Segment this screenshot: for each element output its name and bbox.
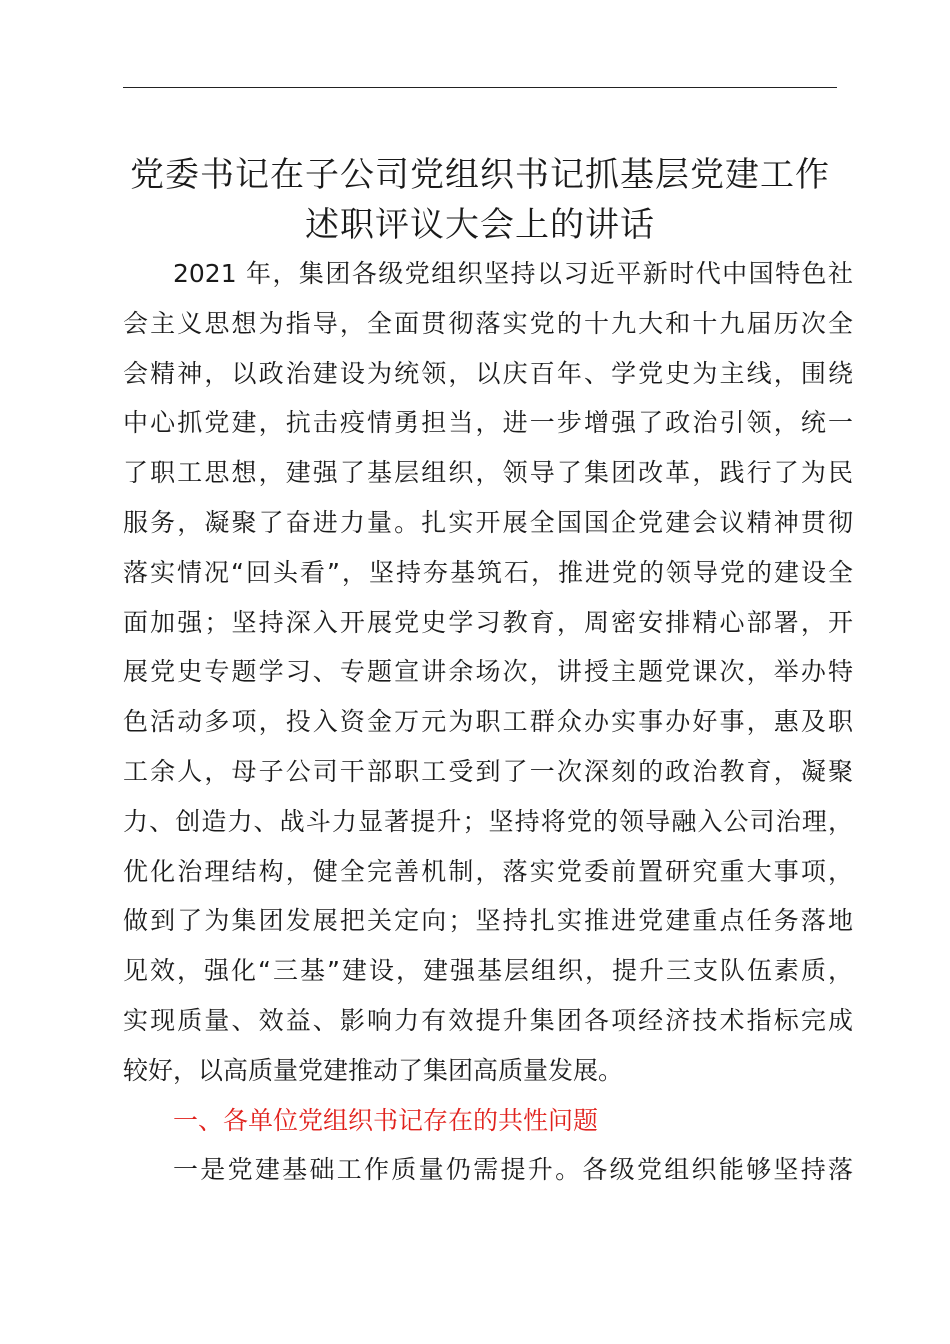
text-line: 实现质量、效益、影响力有效提升集团各项经济技术指标完成 bbox=[123, 1005, 853, 1035]
text-line: 见效，强化“三基”建设，建强基层组织，提升三支队伍素质， bbox=[123, 956, 853, 986]
paragraph-1 bbox=[123, 249, 853, 1096]
text-line: 展党史专题学习、专题宣讲余场次，讲授主题党课次，举办特 bbox=[123, 657, 853, 687]
header-rule bbox=[123, 87, 837, 88]
title-line: 党委书记在子公司党组织书记抓基层党建工作 bbox=[130, 155, 830, 195]
text-line: 面加强；坚持深入开展党史学习教育，周密安排精心部署，开 bbox=[123, 607, 853, 637]
text-line: 2021 年，集团各级党组织坚持以习近平新时代中国特色社 bbox=[173, 259, 853, 288]
text-line: 工余人，母子公司干部职工受到了一次深刻的政治教育，凝聚 bbox=[123, 756, 853, 786]
text-line: 做到了为集团发展把关定向；坚持扎实推进党建重点任务落地 bbox=[123, 906, 853, 936]
text-line: 中心抓党建，抗击疫情勇担当，进一步增强了政治引领，统一 bbox=[123, 408, 853, 438]
text-line: 力、创造力、战斗力显著提升；坚持将党的领导融入公司治理， bbox=[123, 806, 853, 836]
text-line: 落实情况“回头看”，坚持夯基筑石，推进党的领导党的建设全 bbox=[123, 557, 853, 587]
section-heading: 一、各单位党组织书记存在的共性问题 bbox=[173, 1105, 599, 1135]
text-line: 服务，凝聚了奋进力量。扎实开展全国国企党建会议精神贯彻 bbox=[123, 507, 853, 537]
title-line: 述职评议大会上的讲话 bbox=[305, 205, 655, 245]
text-line: 色活动多项，投入资金万元为职工群众办实事办好事，惠及职 bbox=[123, 707, 853, 737]
document-body bbox=[123, 249, 853, 1195]
document-title bbox=[100, 150, 860, 250]
text-line: 了职工思想，建强了基层组织，领导了集团改革，践行了为民 bbox=[123, 458, 853, 488]
paragraph-2 bbox=[123, 1145, 853, 1195]
text-line: 会精神，以政治建设为统领，以庆百年、学党史为主线，围绕 bbox=[123, 358, 853, 388]
text-line: 较好，以高质量党建推动了集团高质量发展。 bbox=[123, 1055, 624, 1085]
text-line: 优化治理结构，健全完善机制，落实党委前置研究重大事项， bbox=[123, 856, 853, 886]
text-line: 一是党建基础工作质量仍需提升。各级党组织能够坚持落 bbox=[173, 1155, 853, 1185]
text-line: 会主义思想为指导，全面贯彻落实党的十九大和十九届历次全 bbox=[123, 308, 853, 338]
